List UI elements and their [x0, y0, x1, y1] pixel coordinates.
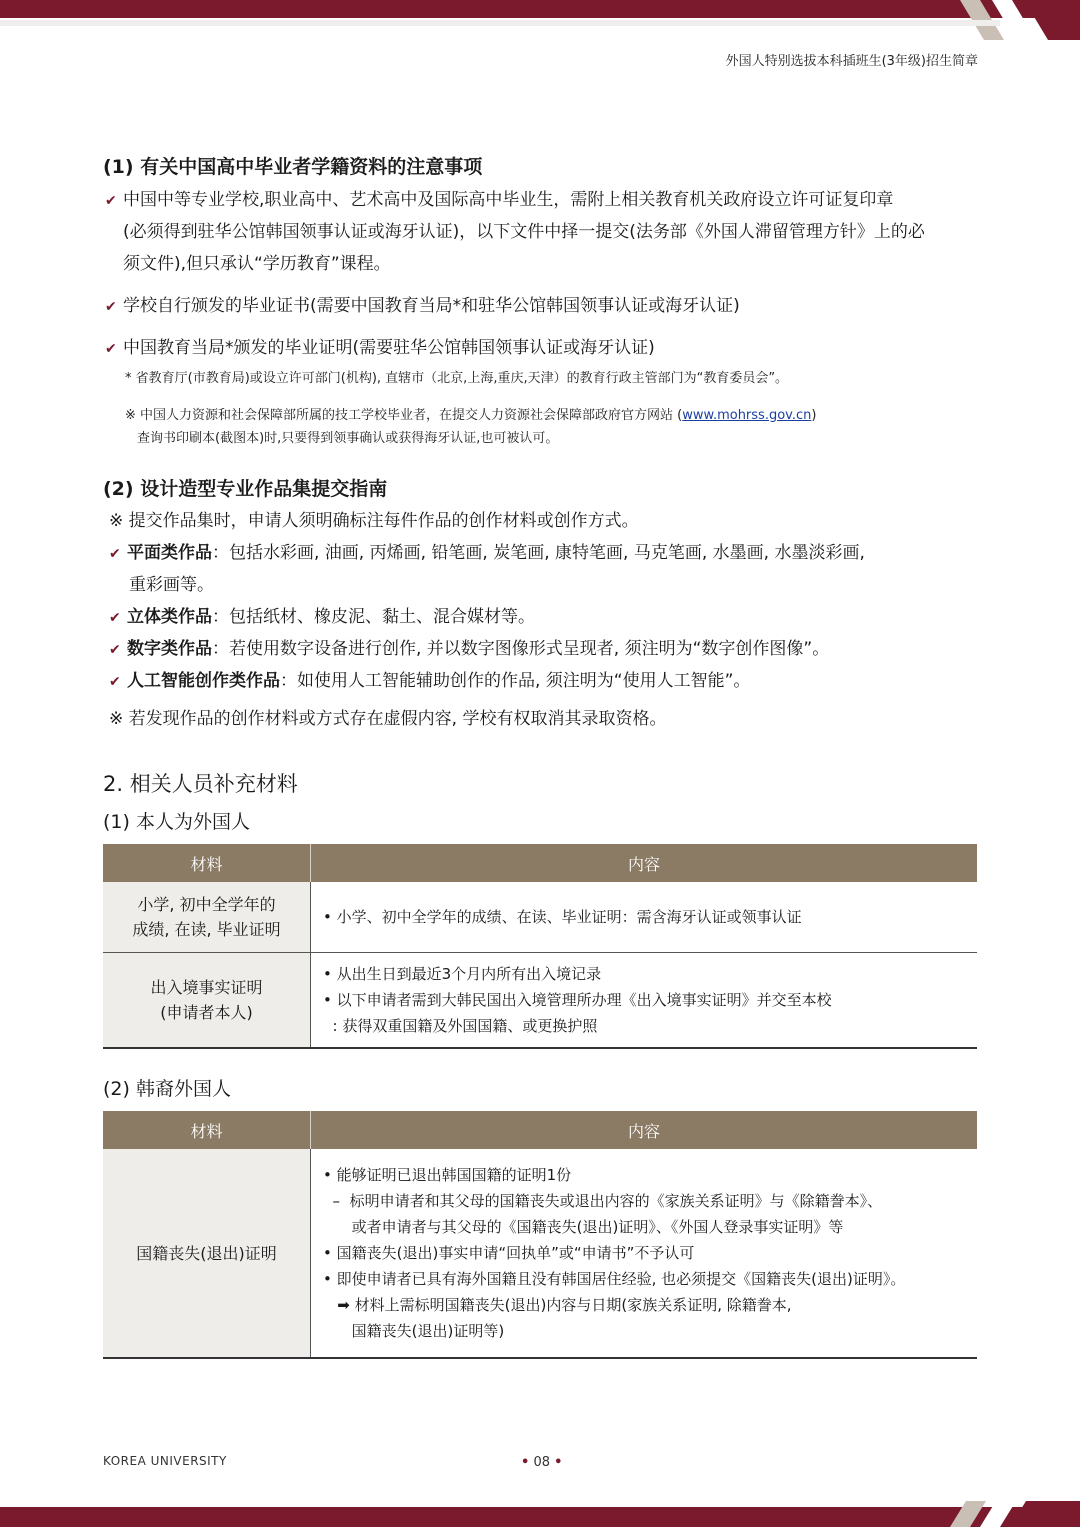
table-cell-key: 小学, 初中全学年的 成绩, 在读, 毕业证明 [103, 882, 311, 953]
table-cell-value: • 小学、初中全学年的成绩、在读、毕业证明：需含海牙认证或领事认证 [311, 882, 978, 953]
column-header-material: 材料 [103, 1111, 311, 1149]
check-icon: ✔ [105, 341, 117, 357]
table-cell-key: 国籍丧失(退出)证明 [103, 1149, 311, 1358]
table-cell-value: • 从出生日到最近3个月内所有出入境记录 • 以下申请者需到大韩民国出入境管理所办理《出入境事实证明》并交至本校 : 获得双重国籍及外国国籍、或更换护照 [311, 953, 978, 1049]
section-heading-main: 2. 相关人员补充材料 [103, 772, 298, 796]
list-item: ✔ 平面类作品：包括水彩画, 油画, 丙烯画, 铅笔画, 炭笔画, 康特笔画, 马克笔画, 水墨画, 水墨淡彩画, [109, 537, 865, 570]
check-icon: ✔ [109, 546, 121, 562]
bottom-stripe-decoration [950, 1501, 1080, 1527]
check-icon: ✔ [109, 610, 121, 626]
list-item: ✔ 立体类作品：包括纸材、橡皮泥、黏土、混合媒材等。 [109, 601, 535, 634]
list-item: ✔ 数字类作品：若使用数字设备进行创作, 并以数字图像形式呈现者, 须注明为“数字创作图像”。 [109, 633, 829, 666]
table-header-row [103, 844, 977, 882]
table-row [103, 882, 977, 953]
list-item: ✔ 中国教育当局*颁发的毕业证明(需要驻华公馆韩国领事认证或海牙认证) [105, 332, 655, 365]
list-item-continuation: 重彩画等。 [129, 575, 214, 595]
table-row [103, 1149, 977, 1358]
note: ※ 提交作品集时，申请人须明确标注每件作品的创作材料或创作方式。 [109, 511, 639, 531]
column-header-content: 内容 [311, 844, 978, 882]
note: ※ 若发现作品的创作材料或方式存在虚假内容, 学校有权取消其录取资格。 [109, 709, 667, 729]
page-number: • 08 • [521, 1455, 563, 1470]
list-item: ✔ 学校自行颁发的毕业证书(需要中国教育当局*和驻华公馆韩国领事认证或海牙认证) [105, 290, 740, 323]
list-item-continuation: (必须得到驻华公馆韩国领事认证或海牙认证)，以下文件中择一提交(法务部《外国人滞留管理方针》上的必 [123, 222, 925, 242]
header-title: 外国人特别选拔本科插班生(3年级)招生简章 [725, 54, 978, 69]
check-icon: ✔ [109, 674, 121, 690]
footer-university: KOREA UNIVERSITY [103, 1454, 227, 1468]
table-header-row [103, 1111, 977, 1149]
bottom-brand-bar [0, 1507, 1080, 1527]
column-header-content: 内容 [311, 1111, 978, 1149]
header-divider [0, 20, 1000, 26]
top-brand-bar [0, 0, 1080, 18]
footnote: * 省教育厅(市教育局)或设立许可部门(机构), 直辖市（北京,上海,重庆,天津）的教育行政主管部门为“教育委员会”。 [125, 371, 789, 386]
table-row [103, 953, 977, 1049]
table-cell-key: 出入境事实证明 (申请者本人) [103, 953, 311, 1049]
subsection-heading-2: (2) 韩裔外国人 [103, 1078, 231, 1100]
footnote-continuation: 查询书印刷本(截图本)时,只要得到领事确认或获得海牙认证,也可被认可。 [137, 431, 559, 446]
check-icon: ✔ [105, 299, 117, 315]
footnote: ※ 中国人力资源和社会保障部所属的技工学校毕业者，在提交人力资源社会保障部政府官方网站 (www.mohrss.gov.cn) [125, 408, 817, 423]
check-icon: ✔ [105, 193, 117, 209]
table-cell-value: • 能够证明已退出韩国国籍的证明1份 – 标明申请者和其父母的国籍丧失或退出内容的《家族关系证明》与《除籍誊本》、 或者申请者与其父母的《国籍丧失(退出)证明》、《外国人登录事实证明》等 • 国籍丧失(退出)事实申请“回执单”或“申请书”不予认可 • 即使申请者已具有海外国籍且没有韩国居住经验, 也必须提交《国籍丧失(退出)证明》。 ➡ 材料上需标明国籍丧失(退出)内容与日期(家族关系证明, 除籍誊本, 国籍丧失(退出)证明等) [311, 1149, 978, 1358]
list-item: ✔ 人工智能创作类作品：如使用人工智能辅助创作的作品, 须注明为“使用人工智能”。 [109, 665, 750, 698]
table-foreigner [103, 844, 977, 1049]
list-item: ✔ 中国中等专业学校,职业高中、艺术高中及国际高中毕业生，需附上相关教育机关政府设立许可证复印章 [105, 184, 893, 217]
mohrss-link[interactable]: www.mohrss.gov.cn [682, 408, 812, 423]
section-heading-2: (2) 设计造型专业作品集提交指南 [103, 478, 388, 500]
list-item-continuation: 须文件),但只承认“学历教育”课程。 [123, 254, 391, 274]
table-korean-descent [103, 1111, 977, 1359]
section-heading-1: (1) 有关中国高中毕业者学籍资料的注意事项 [103, 156, 483, 178]
check-icon: ✔ [109, 642, 121, 658]
column-header-material: 材料 [103, 844, 311, 882]
subsection-heading-1: (1) 本人为外国人 [103, 811, 250, 833]
